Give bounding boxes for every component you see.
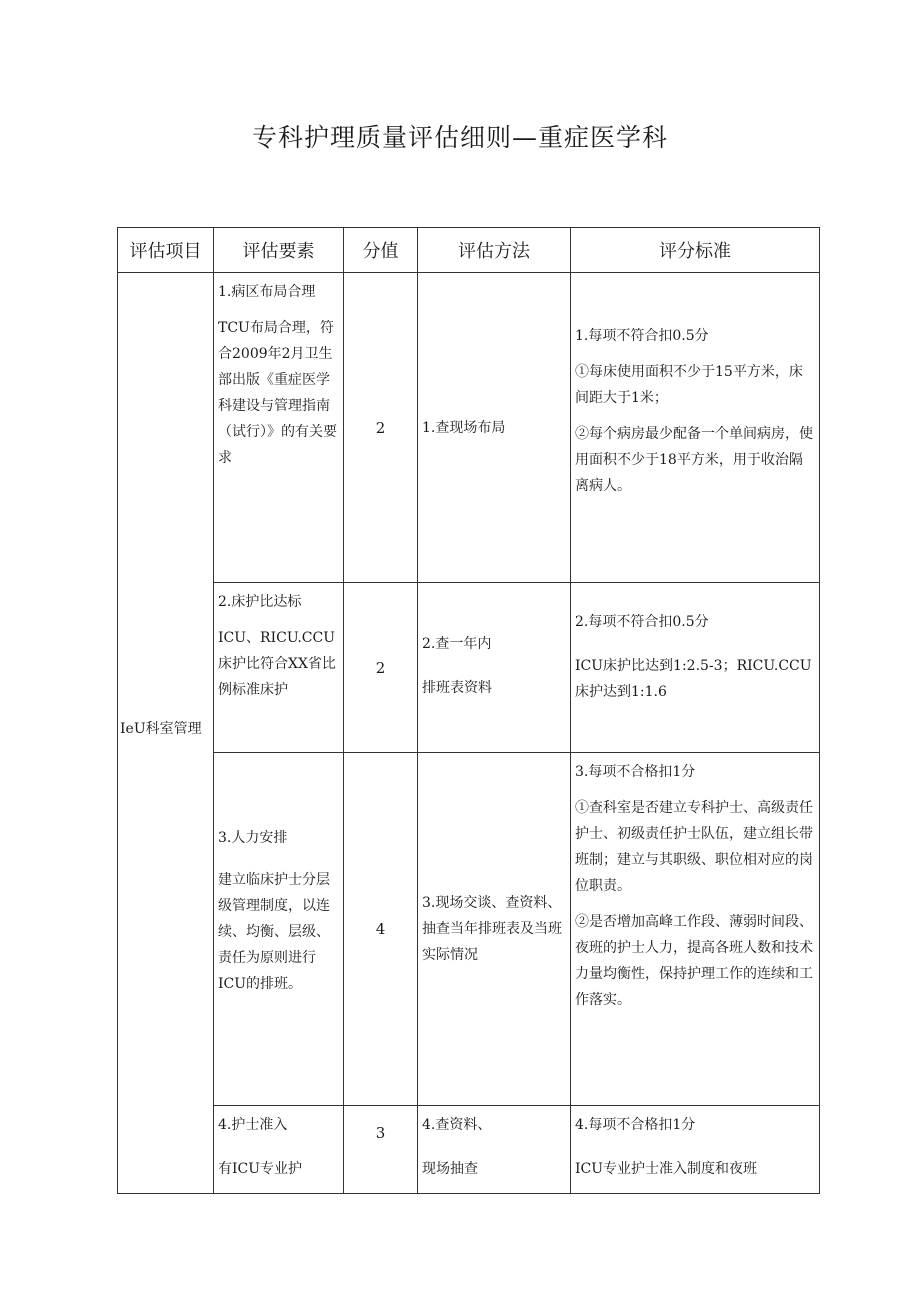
- element-heading: 2.床护比达标: [218, 594, 302, 610]
- table-row: [118, 753, 820, 1106]
- header-score: 分值: [344, 228, 418, 273]
- method-text: 4.查资料、: [422, 1117, 492, 1133]
- criteria-cell: [571, 273, 820, 583]
- criteria-heading: 4.每项不合格扣1分: [575, 1117, 696, 1133]
- criteria-text: ②是否增加高峰工作段、薄弱时间段、夜班的护士人力，提高各班人数和技术力量均衡性，保持护理工作的连续和工作落实。: [575, 914, 813, 1008]
- method-cell: [418, 753, 571, 1106]
- element-heading: 4.护士准入: [218, 1117, 288, 1133]
- evaluation-table: [117, 227, 820, 1194]
- item-label: IeU科室管理: [120, 721, 202, 737]
- criteria-cell: [571, 753, 820, 1106]
- element-cell: [214, 273, 344, 583]
- table-header-row: [118, 228, 820, 273]
- method-cell: [418, 1106, 571, 1194]
- element-cell: [214, 753, 344, 1106]
- element-detail: TCU布局合理，符合2009年2月卫生部出版《重症医学科建设与管理指南（试行）》的有关要求: [218, 320, 337, 466]
- table-row: [118, 1106, 820, 1194]
- element-detail: ICU、RICU.CCU床护比符合XX省比例标准床护: [218, 630, 336, 698]
- evaluation-item: [118, 273, 214, 1194]
- method-text: 2.查一年内: [422, 636, 492, 652]
- criteria-text: ②每个病房最少配备一个单间病房，使用面积不少于18平方米，用于收治隔离病人。: [575, 426, 813, 494]
- criteria-heading: 3.每项不合格扣1分: [575, 764, 696, 780]
- criteria-text: ①每床使用面积不少于15平方米，床间距大于1米；: [575, 364, 803, 406]
- criteria-heading: 1.每项不符合扣0.5分: [575, 328, 709, 344]
- element-detail: 建立临床护士分层级管理制度，以连续、均衡、层级、责任为原则进行ICU的排班。: [218, 872, 330, 992]
- element-cell: [214, 583, 344, 753]
- method-text: 1.查现场布局: [422, 419, 506, 436]
- header-element: 评估要素: [214, 228, 344, 273]
- score-cell: 4: [344, 753, 418, 1106]
- table-row: [118, 583, 820, 753]
- criteria-heading: 2.每项不符合扣0.5分: [575, 614, 709, 630]
- element-cell: [214, 1106, 344, 1194]
- method-cell: [418, 273, 571, 583]
- method-text: 排班表资料: [422, 680, 492, 696]
- criteria-text: ICU床护比达到1:2.5-3；RICU.CCU床护达到1:1.6: [575, 658, 812, 700]
- criteria-cell: [571, 583, 820, 753]
- criteria-text: ①查科室是否建立专科护士、高级责任护士、初级责任护士队伍，建立组长带班制；建立与其职级、职位相对应的岗位职责。: [575, 800, 813, 894]
- header-item: 评估项目: [118, 228, 214, 273]
- table-row: [118, 273, 820, 583]
- element-heading: 1.病区布局合理: [218, 284, 316, 300]
- method-text: 现场抽查: [422, 1161, 478, 1177]
- page-title: 专科护理质量评估细则—重症医学科: [251, 123, 668, 152]
- element-detail: 有ICU专业护: [218, 1161, 303, 1177]
- method-cell: [418, 583, 571, 753]
- header-method: 评估方法: [418, 228, 571, 273]
- element-heading: 3.人力安排: [218, 830, 288, 846]
- score-cell: 3: [344, 1106, 418, 1194]
- score-cell: 2: [344, 273, 418, 583]
- score-cell: 2: [344, 583, 418, 753]
- criteria-text: ICU专业护士准入制度和夜班: [575, 1161, 758, 1177]
- method-text: 3.现场交谈、查资料、抽查当年排班表及当班实际情况: [422, 895, 562, 963]
- header-criteria: 评分标准: [571, 228, 820, 273]
- criteria-cell: [571, 1106, 820, 1194]
